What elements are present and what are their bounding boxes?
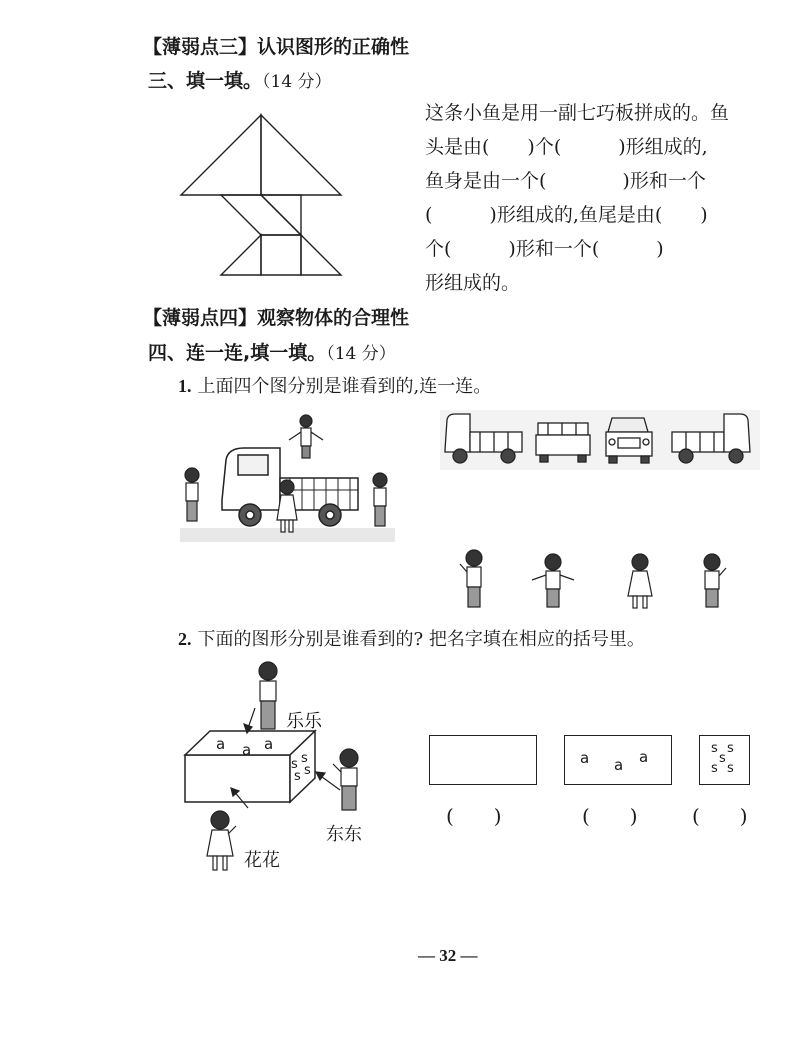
view-top-letter-1: a <box>580 749 590 767</box>
fish-text-line-3: 鱼身是由一个( )形和一个 <box>425 170 706 192</box>
view-side-letter-1: s <box>711 741 718 756</box>
box-side-letter-1: s <box>291 757 298 772</box>
box-side-letter-3: s <box>294 769 301 784</box>
name-dongdong: 东东 <box>326 824 362 845</box>
fish-text-line-1: 这条小鱼是用一副七巧板拼成的。鱼 <box>425 102 730 124</box>
section-4-score: （14 分） <box>326 344 396 364</box>
view-top-letter-3: a <box>639 748 649 766</box>
box-top-letter-1: a <box>216 735 226 753</box>
answer-blank-side[interactable]: ( ) <box>692 804 748 828</box>
fish-text-line-4: ( )形组成的,鱼尾是由( ) <box>425 204 708 226</box>
view-side-letter-3: s <box>719 751 726 766</box>
page-number: — 32 — <box>418 946 478 965</box>
section-3-score: （14 分） <box>262 72 332 92</box>
view-box-front <box>429 735 537 785</box>
answer-blank-front[interactable]: ( ) <box>446 804 502 828</box>
weak-point-3-heading: 【薄弱点三】认识图形的正确性 <box>143 36 410 58</box>
lele-figure <box>259 662 277 729</box>
question-1-text: 上面四个图分别是谁看到的,连一连。 <box>197 376 492 397</box>
weak-point-4-heading: 【薄弱点四】观察物体的合理性 <box>143 307 410 329</box>
view-side-letter-5: s <box>727 761 734 776</box>
question-2-number: 2. <box>178 629 192 649</box>
view-box-side <box>699 735 750 785</box>
fish-text-line-5: 个( )形和一个( ) <box>425 238 664 260</box>
view-box-top <box>564 735 672 785</box>
view-top-letter-2: a <box>614 756 624 774</box>
box-side-letter-4: s <box>304 763 311 778</box>
answer-blank-top[interactable]: ( ) <box>582 804 638 828</box>
box-top-letter-2: a <box>242 741 252 759</box>
fish-text-line-6: 形组成的。 <box>425 272 521 294</box>
dongdong-figure <box>333 749 358 810</box>
question-1-number: 1. <box>178 376 192 396</box>
box-side-letter-2: s <box>301 751 308 766</box>
name-huahua: 花花 <box>244 850 280 871</box>
box-top-letter-3: a <box>264 735 274 753</box>
section-4-title-text: 四、连一连,填一填。 <box>148 342 327 364</box>
view-side-letter-2: s <box>727 741 734 756</box>
huahua-figure <box>207 811 236 870</box>
section-3-title-text: 三、填一填。 <box>148 70 263 92</box>
view-side-letter-4: s <box>711 761 718 776</box>
fish-text-line-2: 头是由( )个( )形组成的, <box>425 136 708 158</box>
question-2-text: 下面的图形分别是谁看到的? 把名字填在相应的括号里。 <box>197 629 645 650</box>
name-lele: 乐乐 <box>286 711 322 732</box>
